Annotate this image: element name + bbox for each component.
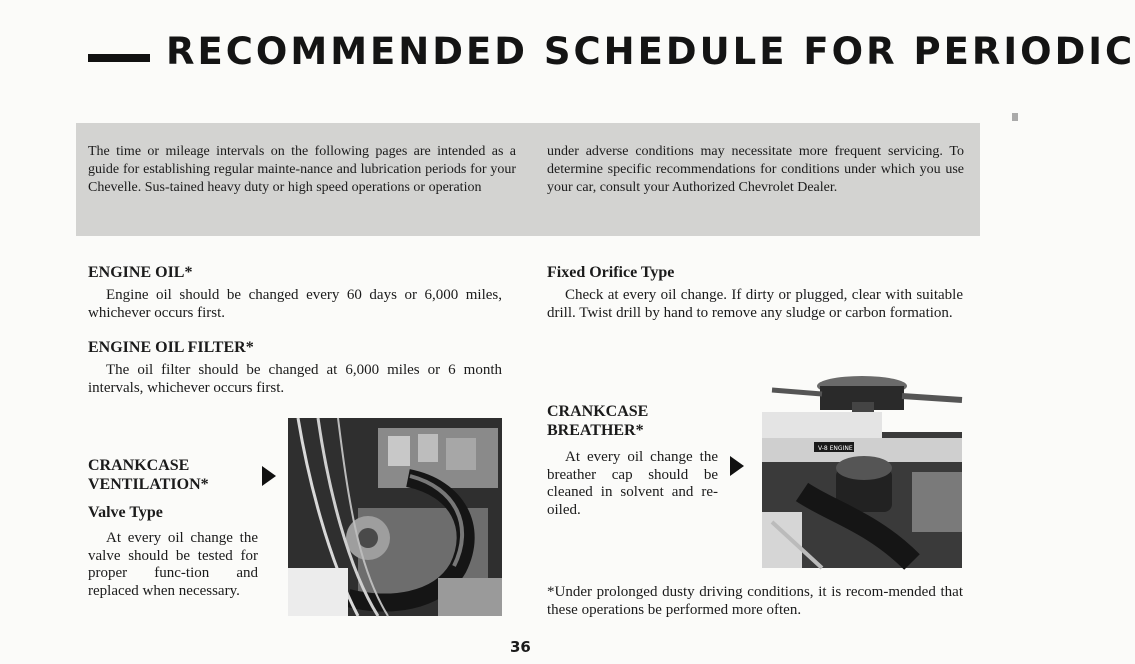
intro-column-2: under adverse conditions may necessitate more frequent servicing. To determine specific recommendations for conditions under which you use your car, consult your Authorized Chevrolet Dealer. [547,144,964,195]
valve-type-text: At every oil change the valve should be tested for proper func-tion and replaced when necessary. [88,530,258,599]
title-rule [88,54,150,62]
intro-box [76,123,980,236]
page-title: RECOMMENDED SCHEDULE FOR PERIODIC [166,30,1135,73]
fixed-orifice-text: Check at every oil change. If dirty or plugged, clear with suitable drill. Twist drill by hand to remove any sludge or carbon formation. [547,287,963,321]
breather-cap-photo [762,372,962,568]
edge-mark [1012,113,1018,121]
oil-filter-heading: ENGINE OIL FILTER* [88,339,254,356]
pointer-arrow-icon [730,456,744,476]
crankcase-ventilation-heading-line1: CRANKCASE [88,457,190,474]
fixed-orifice-heading: Fixed Orifice Type [547,264,675,281]
crankcase-breather-heading-line1: CRANKCASE [547,403,649,420]
footnote: *Under prolonged dusty driving conditions, it is recom-mended that these operations be performed more often. [547,584,963,618]
pointer-arrow-icon [262,466,276,486]
page-number: 36 [510,638,531,656]
crankcase-ventilation-heading-line2: VENTILATION* [88,476,209,493]
engine-oil-text: Engine oil should be changed every 60 days or 6,000 miles, whichever occurs first. [88,287,502,321]
valve-type-heading: Valve Type [88,504,163,521]
intro-column-1: The time or mileage intervals on the following pages are intended as a guide for establishing regular mainte-nance and lubrication periods for your Chevelle. Sus-tained heavy duty or high speed operations or operation [88,144,516,195]
crankcase-breather-text: At every oil change the breather cap should be cleaned in solvent and re-oiled. [547,449,718,518]
oil-filter-text: The oil filter should be changed at 6,000 miles or 6 month intervals, whichever occurs first. [88,362,502,396]
engine-oil-heading: ENGINE OIL* [88,264,193,281]
crankcase-breather-heading-line2: BREATHER* [547,422,644,439]
pcv-valve-photo [288,418,502,616]
v8-engine-label: V-8 ENGINE [818,445,853,452]
